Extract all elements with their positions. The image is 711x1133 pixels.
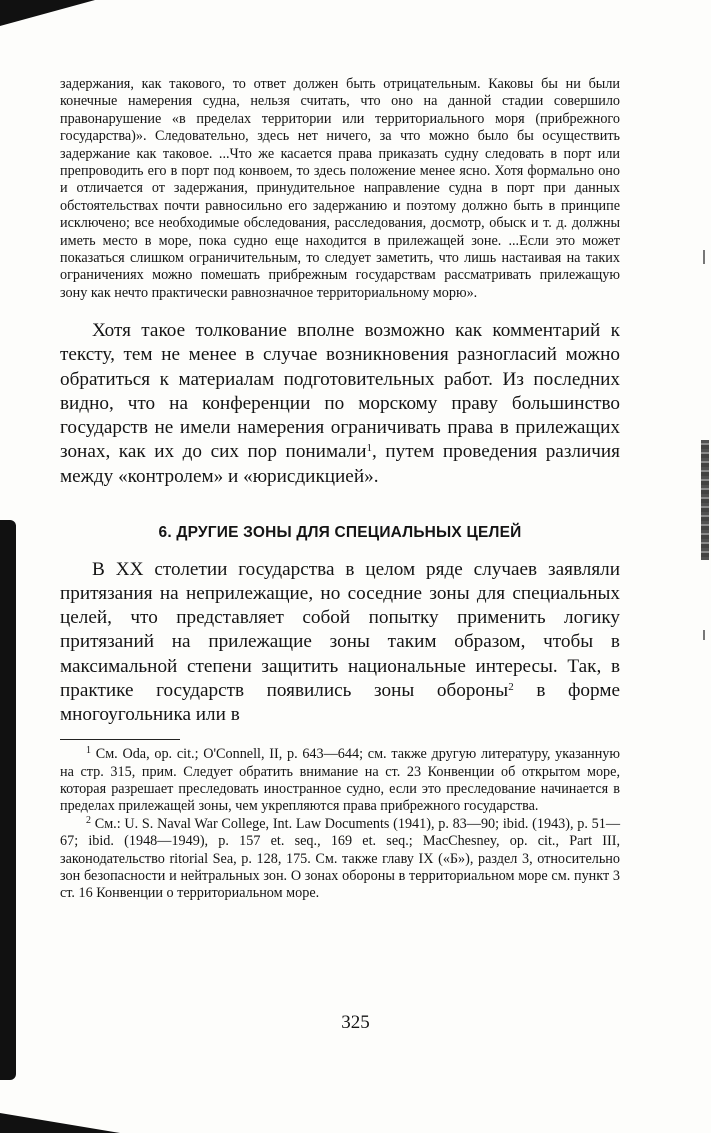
- page-number: 325: [341, 1012, 370, 1033]
- footnote-reference: 2: [508, 680, 514, 693]
- footnote-text: См.: U. S. Naval War College, Int. Law Documents (1941), p. 83—90; ibid. (1943), p. 51—67; ibid. (1948—1949), p. 157 et. seq., 169 et. seq.; MacChesney, op. cit., Part III, законодательство ritorial Sea, p. 128, 175. См. также главу IX («Б»), раздел 3, относительно зон безопасности и нейтральных зон. О зонах обороны в территориальном море см. пункт 3 ст. 16 Конвенции о территориальном море.: [60, 815, 621, 902]
- section-heading: 6. ДРУГИЕ ЗОНЫ ДЛЯ СПЕЦИАЛЬНЫХ ЦЕЛЕЙ: [158, 523, 522, 541]
- page-content: [60, 76, 620, 903]
- paragraph-text: , путем проведения различия между «контролем» и «юрисдикцией».: [60, 441, 620, 487]
- footnote-text: См. Oda, op. cit.; O'Connell, II, p. 643—644; см. также другую литературу, указанную на стр. 315, прим. Следует обратить внимание на ст. 23 Конвенции об открытом море, которая разрешает преследовать иностранное судно, если это преследование начинается в пределах прилежащей зоны, чем укрепляются права прибрежного государства.: [60, 746, 620, 815]
- body-paragraph-2: [60, 558, 620, 727]
- body-paragraph-1: [60, 319, 620, 488]
- scan-shadow-bottom: [0, 1113, 120, 1133]
- footnote-marker: 2: [86, 814, 91, 826]
- footnote-divider: [60, 739, 180, 740]
- quoted-passage: задержания, как такового, то ответ должен быть отрицательным. Каковы бы ни были конечные намерения судна, нельзя считать, что оно на данной стадии совершило правонарушение «в пределах территории или территориального моря (прибрежного государства)». Следовательно, здесь нет ничего, за что можно было бы осуществить задержание как таковое. ...Что же касается права приказать судну следовать в порт или препроводить его в порт под конвоем, то здесь положение менее ясно. Хотя формально оно и отличается от задержания, принудительное направление судна в порт при данных обстоятельствах почти равносильно его задержанию и поэтому должно быть в принципе исключено; все необходимые обследования, расследования, досмотр, обыск и т. д. должны иметь место в море, пока судно еще находится в прилежащей зоне. ...Если это может показаться слишком ограничительным, то следует заметить, что лишь настаивая на таких ограничениях можно помешать прибрежным государствам рассматривать прилежащую зону как нечто практически равнозначное территориальному морю».: [60, 76, 620, 301]
- paragraph-text: в форме многоугольника или в: [60, 679, 620, 725]
- scan-margin-mark: [701, 440, 709, 560]
- footnotes: [60, 746, 620, 903]
- footnote-marker: 1: [86, 745, 91, 757]
- scan-margin-speck: [703, 630, 705, 640]
- scan-margin-speck: [703, 250, 705, 264]
- footnote-1: [60, 746, 620, 816]
- scan-shadow-left-edge: [0, 520, 16, 1080]
- paragraph-text: Хотя такое толкование вполне возможно как комментарий к тексту, тем не менее в случае возникновения разногласий можно обратиться к материалам подготовительных работ. Из последних видно, что на конференции по морскому праву большинство государств не имели намерения ограничивать права в прилежащих зонах, как их до сих пор понимали: [60, 320, 620, 463]
- footnote-reference: 1: [366, 442, 372, 455]
- scan-shadow-corner: [0, 0, 95, 26]
- paragraph-text: В XX столетии государства в целом ряде случаев заявляли притязания на неприлежащие, но соседние зоны для специальных целей, что представляет собой попытку применить логику притязаний на прилежащие зоны таким образом, чтобы в максимальной степени защитить национальные интересы. Так, в практике государств появились зоны обороны: [60, 558, 620, 701]
- footnote-2: [60, 816, 620, 903]
